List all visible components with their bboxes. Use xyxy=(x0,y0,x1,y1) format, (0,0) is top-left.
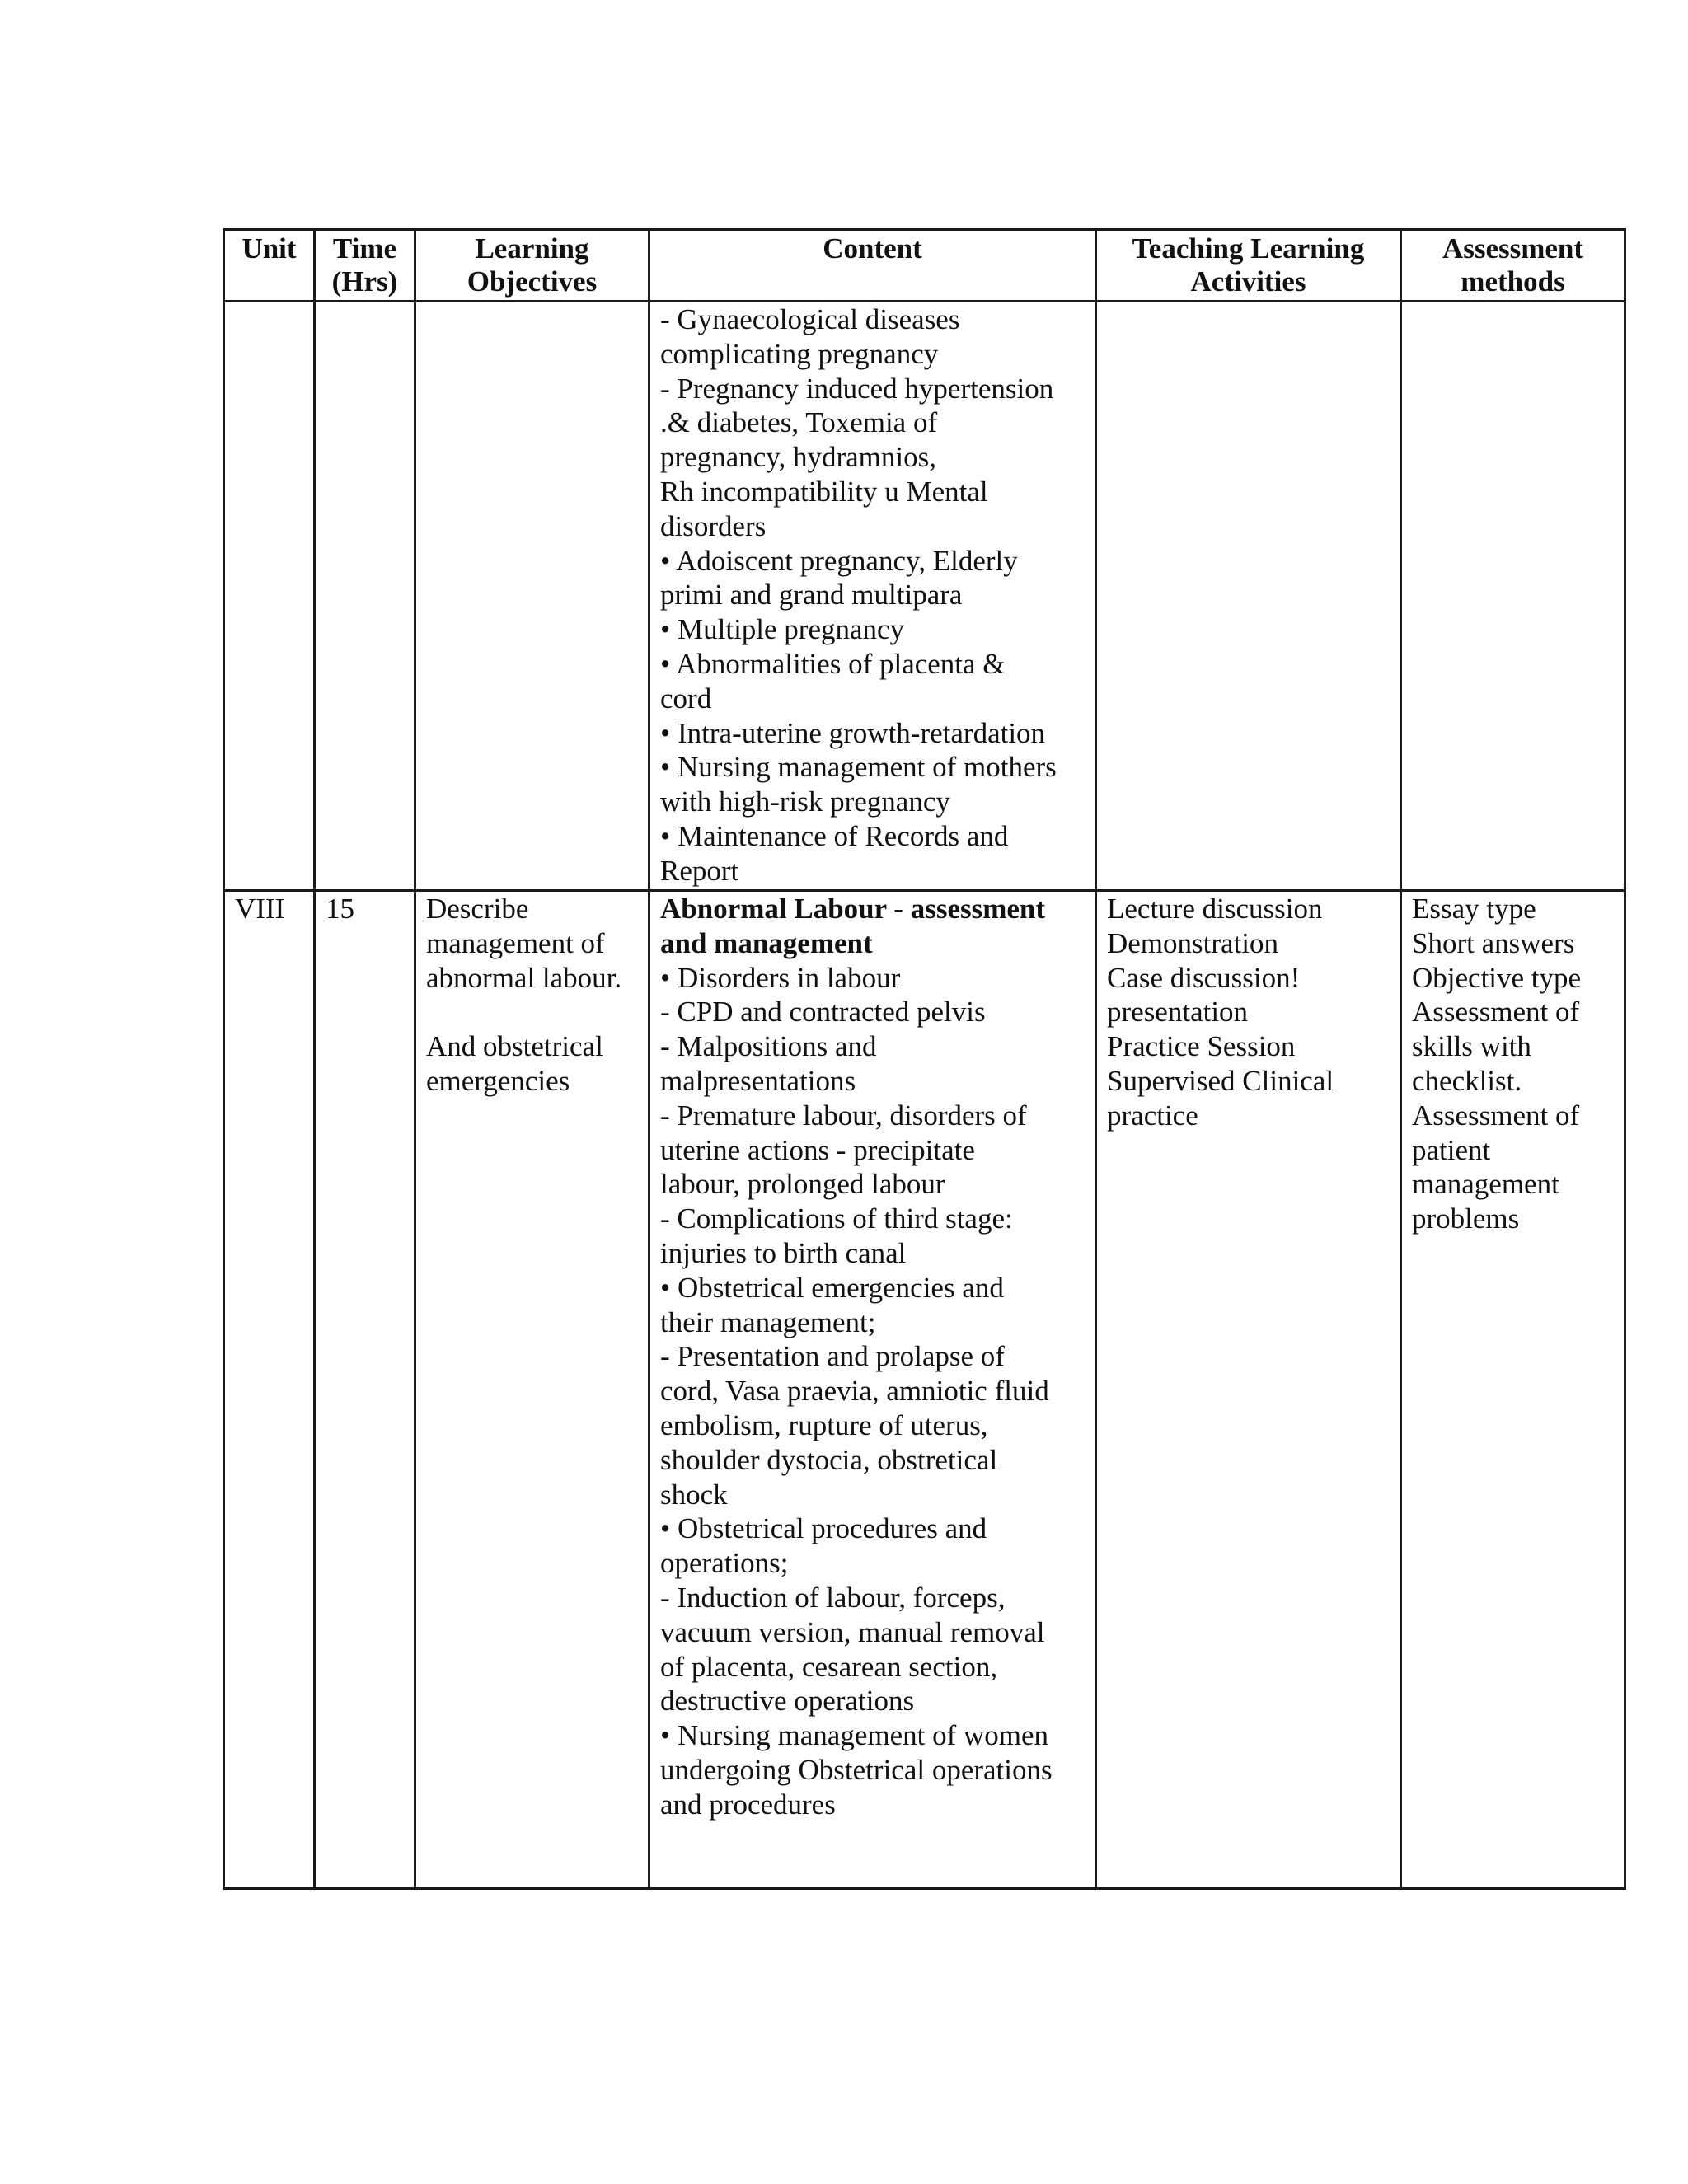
text-line: and procedures xyxy=(660,1788,836,1821)
text-line: with high-risk pregnancy xyxy=(660,785,950,818)
text-line: Lecture discussion xyxy=(1107,893,1323,925)
header-assessment xyxy=(1401,230,1625,302)
content-heading xyxy=(660,892,1085,961)
header-activities-line: Activities xyxy=(1190,265,1306,298)
text-line: - Premature labour, disorders of xyxy=(660,1099,1027,1132)
text-line: Assessment of xyxy=(1412,996,1580,1029)
header-unit xyxy=(224,230,315,302)
cell-content xyxy=(649,891,1096,1889)
cell-unit-empty xyxy=(224,302,315,891)
cell-objectives-empty xyxy=(415,302,649,891)
text-line: • Abnormalities of placenta & xyxy=(660,647,1006,680)
cell-assessment-empty xyxy=(1401,302,1625,891)
text-line: and management xyxy=(660,926,873,959)
table-row-continued xyxy=(224,302,1625,891)
text-line: Practice Session xyxy=(1107,1030,1296,1063)
text-line: Essay type xyxy=(1412,893,1536,925)
text-line: pregnancy, hydramnios, xyxy=(660,441,936,474)
text-line: Abnormal Labour - assessment xyxy=(660,893,1046,925)
header-activities xyxy=(1096,230,1401,302)
text-line: - CPD and contracted pelvis xyxy=(660,996,986,1029)
text-line: skills with xyxy=(1412,1030,1531,1063)
text-line: embolism, rupture of uterus, xyxy=(660,1408,988,1441)
text-line: of placenta, cesarean section, xyxy=(660,1650,998,1683)
text-line: Rh incompatibility u Mental xyxy=(660,475,988,508)
text-line: • Nursing management of mothers xyxy=(660,751,1057,784)
text-line: injuries to birth canal xyxy=(660,1236,907,1269)
text-line: - Presentation and prolapse of xyxy=(660,1340,1005,1373)
cell-objectives xyxy=(415,891,649,1889)
table-row-viii xyxy=(224,891,1625,1889)
text-line: - Complications of third stage: xyxy=(660,1202,1013,1235)
cell-unit xyxy=(224,891,315,1889)
text-line: • Maintenance of Records and xyxy=(660,819,1009,852)
text-line: checklist. xyxy=(1412,1064,1522,1097)
header-assessment-line: methods xyxy=(1461,265,1565,298)
header-activities-line: Teaching Learning xyxy=(1132,232,1365,265)
header-row xyxy=(224,230,1625,302)
header-time-line: (Hrs) xyxy=(331,265,398,298)
cell-time-empty xyxy=(315,302,415,891)
text-line: abnormal labour. xyxy=(426,961,622,994)
text-line: Assessment of xyxy=(1412,1099,1580,1132)
text-line: primi and grand multipara xyxy=(660,579,963,612)
line-spacer xyxy=(426,995,638,1029)
text-line: complicating pregnancy xyxy=(660,337,939,370)
text-line: uterine actions - precipitate xyxy=(660,1133,975,1166)
unit-value: VIII xyxy=(235,893,285,925)
header-objectives-line: Objectives xyxy=(467,265,598,298)
header-assessment-line: Assessment xyxy=(1442,232,1584,265)
text-line: - Induction of labour, forceps, xyxy=(660,1581,1006,1614)
header-objectives-line: Learning xyxy=(475,232,589,265)
header-unit-label: Unit xyxy=(241,232,297,265)
text-line: destructive operations xyxy=(660,1685,915,1718)
content-body xyxy=(660,961,1085,1822)
text-line: operations; xyxy=(660,1547,789,1580)
text-line: Short answers xyxy=(1412,926,1575,959)
cell-assessment xyxy=(1401,891,1625,1889)
text-line: • Adoiscent pregnancy, Elderly xyxy=(660,544,1018,577)
header-time-line: Time xyxy=(332,232,397,265)
cell-content xyxy=(649,302,1096,891)
text-line: Objective type xyxy=(1412,961,1582,994)
text-line: vacuum version, manual removal xyxy=(660,1615,1045,1648)
text-line: • Multiple pregnancy xyxy=(660,613,905,646)
text-line: problems xyxy=(1412,1202,1520,1235)
text-line: their management; xyxy=(660,1305,876,1338)
text-line: • Disorders in labour xyxy=(660,961,901,994)
cell-activities-empty xyxy=(1096,302,1401,891)
header-objectives xyxy=(415,230,649,302)
text-line: Supervised Clinical xyxy=(1107,1064,1334,1097)
header-content xyxy=(649,230,1096,302)
header-time xyxy=(315,230,415,302)
text-line: undergoing Obstetrical operations xyxy=(660,1753,1053,1786)
text-line: presentation xyxy=(1107,996,1249,1029)
text-line: .& diabetes, Toxemia of xyxy=(660,406,938,439)
text-line: patient xyxy=(1412,1133,1491,1166)
text-line: emergencies xyxy=(426,1064,570,1097)
text-line: shock xyxy=(660,1478,728,1511)
text-line: - Malpositions and xyxy=(660,1030,877,1063)
text-line: • Intra-uterine growth-retardation xyxy=(660,716,1046,749)
text-line: And obstetrical xyxy=(426,1030,603,1063)
text-line: - Gynaecological diseases xyxy=(660,303,960,335)
text-line: shoulder dystocia, obstretical xyxy=(660,1443,998,1476)
cell-activities xyxy=(1096,891,1401,1889)
text-line: practice xyxy=(1107,1099,1198,1132)
text-line: Describe xyxy=(426,893,529,925)
text-line: Case discussion! xyxy=(1107,961,1301,994)
text-line: cord, Vasa praevia, amniotic fluid xyxy=(660,1375,1049,1408)
text-line: management of xyxy=(426,926,605,959)
text-line: labour, prolonged labour xyxy=(660,1168,945,1201)
text-line: management xyxy=(1412,1168,1559,1201)
text-line: Demonstration xyxy=(1107,926,1279,959)
curriculum-table xyxy=(223,228,1626,1890)
text-line: cord xyxy=(660,682,712,715)
cell-time xyxy=(315,891,415,1889)
text-line: • Obstetrical procedures and xyxy=(660,1512,987,1545)
header-content-label: Content xyxy=(823,232,922,265)
text-line: malpresentations xyxy=(660,1064,856,1097)
text-line: • Nursing management of women xyxy=(660,1719,1049,1752)
text-line: - Pregnancy induced hypertension xyxy=(660,372,1054,405)
text-line: disorders xyxy=(660,509,767,542)
text-line: • Obstetrical emergencies and xyxy=(660,1271,1004,1304)
text-line: Report xyxy=(660,854,739,887)
time-value: 15 xyxy=(326,893,354,925)
